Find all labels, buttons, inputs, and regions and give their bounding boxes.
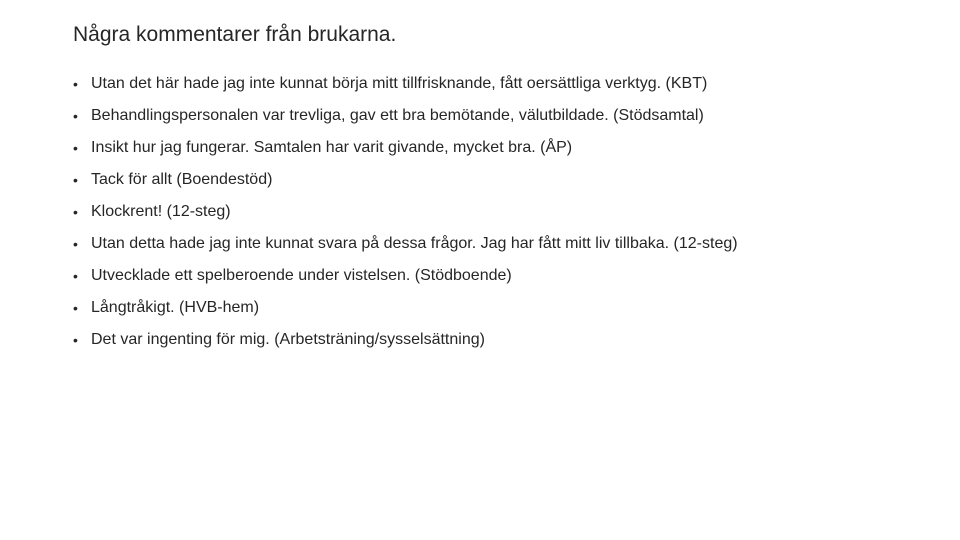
bullet-icon: • bbox=[73, 204, 78, 220]
comment-text: Klockrent! (12-steg) bbox=[91, 203, 231, 220]
bullet-icon: • bbox=[73, 332, 78, 348]
bullet-icon: • bbox=[73, 300, 78, 316]
comment-text: Utan det här hade jag inte kunnat börja mitt tillfrisknande, fått oersättliga verktyg. (KBT) bbox=[91, 75, 708, 92]
slide-title: Några kommentarer från brukarna. bbox=[73, 23, 397, 46]
list-item bbox=[73, 260, 933, 292]
comment-text: Utvecklade ett spelberoende under vistelsen. (Stödboende) bbox=[91, 267, 512, 284]
list-item bbox=[73, 100, 933, 132]
comment-text: Insikt hur jag fungerar. Samtalen har varit givande, mycket bra. (ÅP) bbox=[91, 139, 573, 156]
comment-text: Utan detta hade jag inte kunnat svara på dessa frågor. Jag har fått mitt liv tillbaka. (12-steg) bbox=[91, 235, 738, 252]
list-item bbox=[73, 292, 933, 324]
list-item bbox=[73, 68, 933, 100]
list-item bbox=[73, 164, 933, 196]
bullet-icon: • bbox=[73, 236, 78, 252]
list-item bbox=[73, 324, 933, 356]
list-item bbox=[73, 196, 933, 228]
bullet-icon: • bbox=[73, 76, 78, 92]
comments-list bbox=[73, 68, 933, 356]
comment-text: Långtråkigt. (HVB-hem) bbox=[91, 299, 260, 316]
bullet-icon: • bbox=[73, 268, 78, 284]
comment-text: Tack för allt (Boendestöd) bbox=[91, 171, 273, 188]
comment-text: Behandlingspersonalen var trevliga, gav ett bra bemötande, välutbildade. (Stödsamtal) bbox=[91, 107, 704, 124]
bullet-icon: • bbox=[73, 108, 78, 124]
comment-text: Det var ingenting för mig. (Arbetsträning/sysselsättning) bbox=[91, 331, 485, 348]
list-item bbox=[73, 132, 933, 164]
list-item bbox=[73, 228, 933, 260]
bullet-icon: • bbox=[73, 140, 78, 156]
bullet-icon: • bbox=[73, 172, 78, 188]
